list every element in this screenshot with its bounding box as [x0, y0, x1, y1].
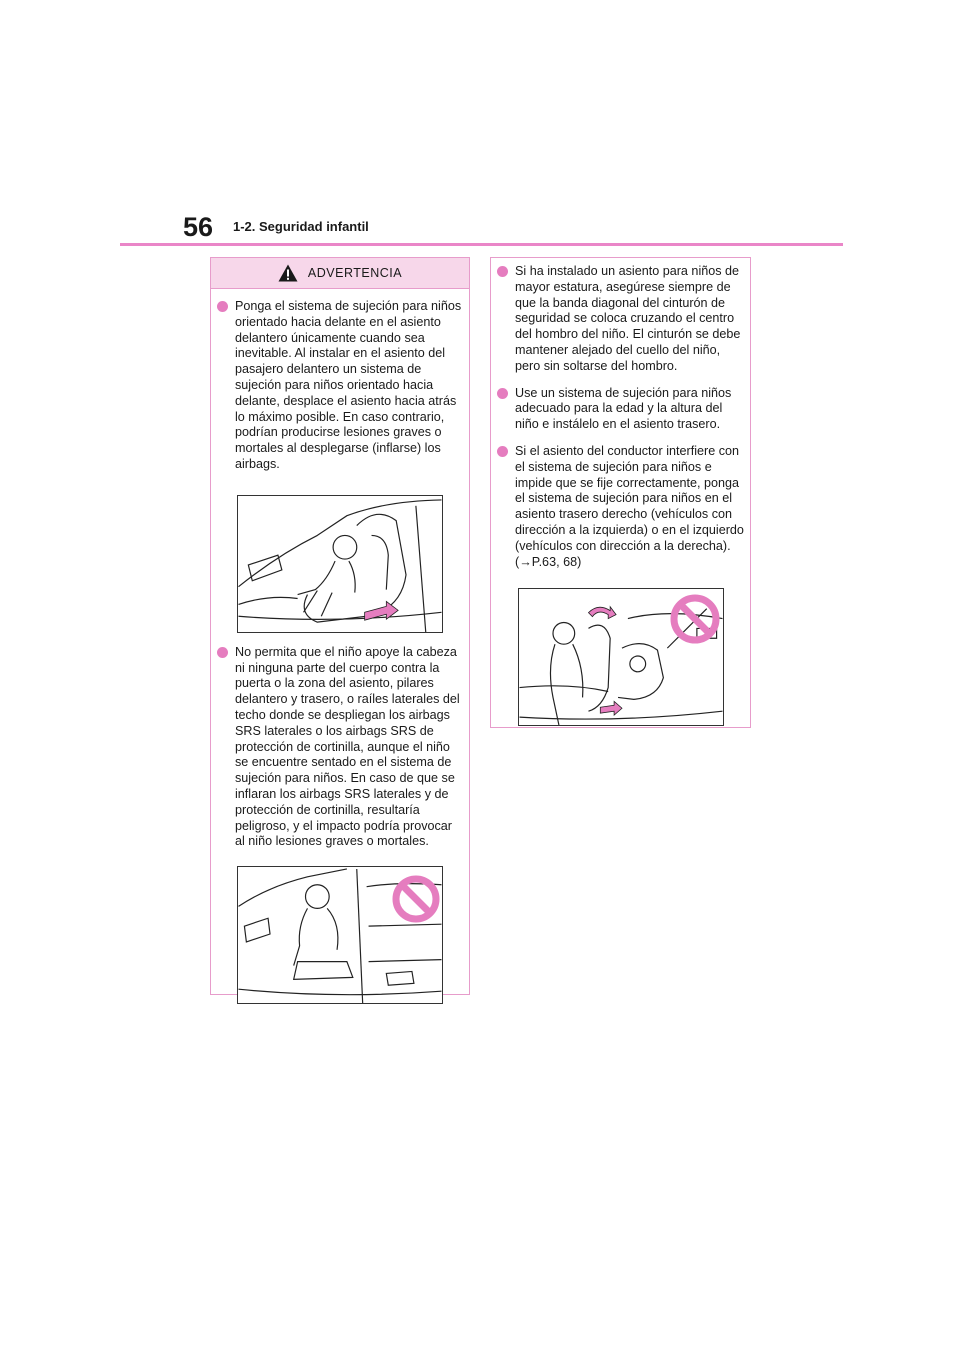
item-text: Si el asiento del conductor interfiere con el sistema de sujeción para niños e impide que se fije correctamente, ponga el sistema de sujeción para niños en el asiento trasero derecho (vehículos con dirección a la izquierda) o en el izquierdo (vehículos con dirección a la derecha). (→P.63, 68)	[515, 443, 744, 569]
illustration-driver-seat-interference	[518, 588, 724, 726]
list-item	[497, 386, 744, 433]
warning-triangle-icon	[278, 264, 298, 282]
illustration-child-leaning-prohibited	[237, 866, 443, 1004]
bullet-icon	[217, 301, 228, 312]
warning-title: ADVERTENCIA	[307, 266, 403, 280]
prohibited-icon	[669, 593, 721, 645]
list-item	[497, 264, 744, 375]
list-item	[497, 444, 744, 570]
item-text: Si ha instalado un asiento para niños de mayor estatura, asegúrese siempre de que la banda diagonal del cinturón de seguridad se coloca cruzando el centro del hombro del niño. El cinturón se debe mantener alejado del cuello del niño, pero sin soltarse del hombro.	[515, 264, 741, 373]
illustration-forward-facing-seat	[237, 495, 443, 633]
bullet-icon	[497, 388, 508, 399]
list-item	[217, 299, 463, 473]
section-title: 1-2. Seguridad infantil	[233, 219, 369, 234]
warning-header	[211, 258, 469, 289]
item-text: Use un sistema de sujeción para niños adecuado para la edad y la altura del niño e instálelo en el asiento trasero.	[515, 385, 732, 432]
car-seat-drawing	[238, 496, 442, 632]
warning-panel-right	[490, 257, 751, 728]
page-number: 56	[183, 212, 214, 242]
list-item	[217, 645, 463, 850]
prohibited-icon	[391, 874, 441, 924]
header-rule	[120, 243, 843, 246]
item-text: Ponga el sistema de sujeción para niños orientado hacia delante en el asiento delantero únicamente cuando sea inevitable. Al instalar en el asiento del pasajero delantero un sistema de sujeción para niños orientado hacia delante, desplace el asiento hacia atrás lo máximo posible. En caso contrario, podrían producirse lesiones graves o mortales al desplegarse (inflarse) los airbags.	[235, 299, 462, 471]
bullet-icon	[217, 647, 228, 658]
bullet-icon	[497, 266, 508, 277]
warning-panel-left	[210, 257, 470, 995]
item-text: No permita que el niño apoye la cabeza ni ninguna parte del cuerpo contra la puerta o la zona del asiento, pilares delantero y trasero, o raíles laterales del techo donde se despliegan los airbags SRS laterales o los airbags SRS de protección de cortinilla, aunque el niño se encuentre sentado en el sistema de sujeción para niños. En caso de que se inflaran los airbags SRS laterales y de protección de cortinilla, resultaría peligroso, y el impacto podría provocar al niño lesiones graves o mortales.	[235, 644, 460, 849]
bullet-icon	[497, 446, 508, 457]
